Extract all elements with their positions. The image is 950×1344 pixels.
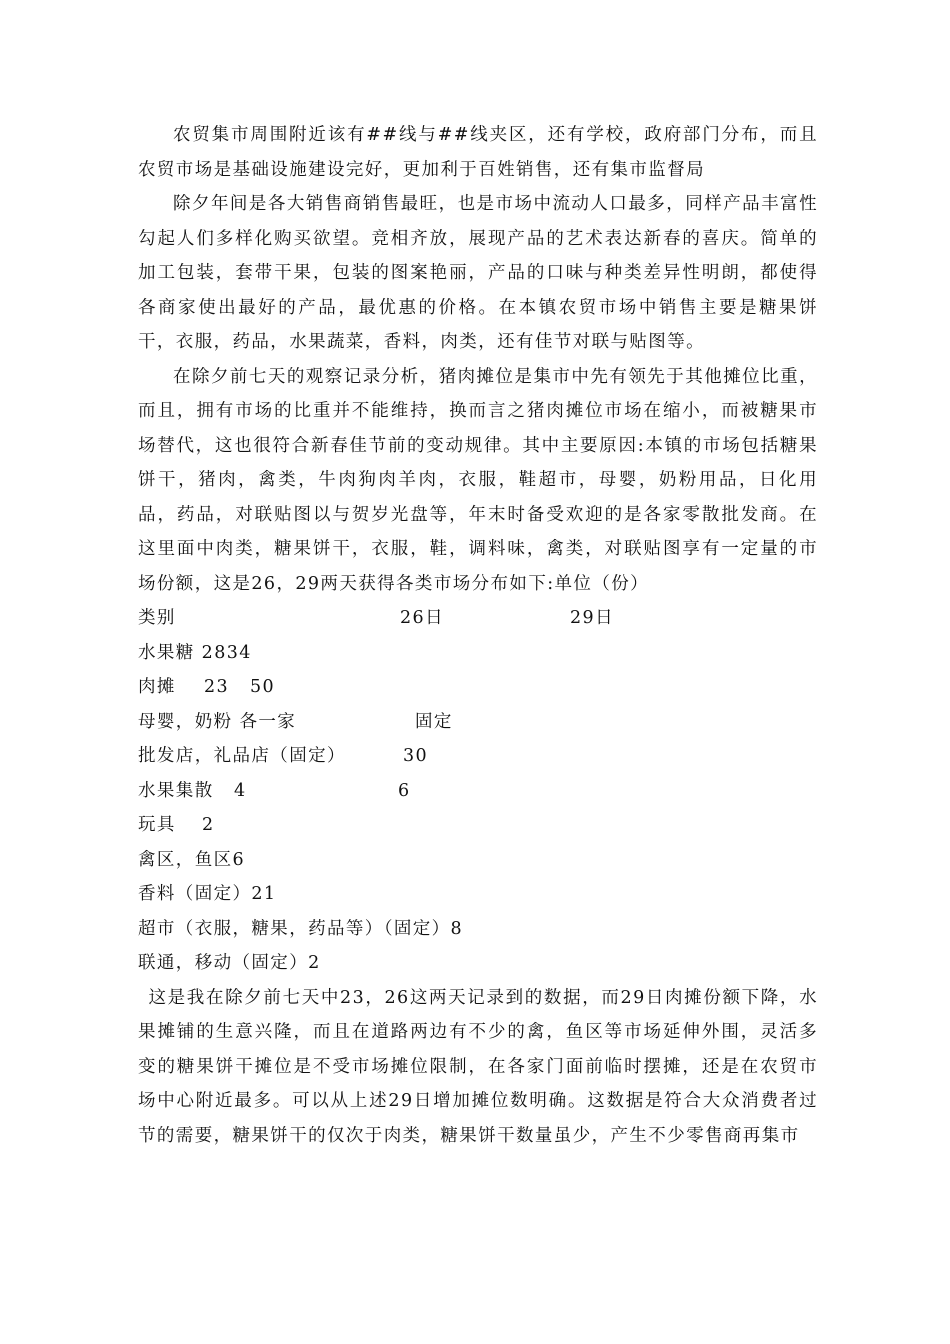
- table-row: [138, 877, 818, 912]
- table-row: [138, 946, 818, 981]
- table-row: [138, 670, 818, 705]
- row-label: 香料（固定）21: [138, 884, 277, 904]
- row-label: 水果集散: [138, 780, 214, 801]
- table-row: [138, 705, 818, 740]
- table-row: [138, 774, 818, 809]
- row-value-26: 4: [234, 780, 247, 801]
- row-value-29: 6: [398, 780, 411, 801]
- row-value-26: 2: [202, 815, 215, 835]
- row-value-26: 30: [403, 746, 429, 766]
- document-page: [138, 118, 818, 1153]
- header-day-29: 29日: [570, 608, 614, 628]
- row-label: 联通，移动（固定）2: [138, 953, 321, 973]
- table-row: [138, 843, 818, 878]
- header-day-26: 26日: [400, 608, 444, 628]
- paragraph-analysis: 这是我在除夕前七天中23，26这两天记录到的数据，而29日肉摊份额下降，水果摊铺的生意兴隆，而且在道路两边有不少的禽，鱼区等市场延伸外围，灵活多变的糖果饼干摊位是不受市场摊位限制，在各家门面前临时摆摊，还是在农贸市场中心附近最多。可以从上述29日增加摊位数明确。这数据是符合大众消费者过节的需要，糖果饼干的仅次于肉类，糖果饼干数量虽少，产生不少零售商再集市: [138, 987, 818, 1146]
- row-value-26: 23: [204, 677, 230, 697]
- paragraph-location: 农贸集市周围附近该有##线与##线夹区，还有学校，政府部门分布，而且农贸市场是基础设施建设完好，更加利于百姓销售，还有集市监督局: [138, 125, 818, 180]
- table-row: [138, 912, 818, 947]
- row-label: 禽区，鱼区6: [138, 849, 246, 870]
- market-distribution-table: [138, 601, 818, 981]
- row-label: 玩具: [138, 815, 176, 835]
- table-row: [138, 739, 818, 774]
- row-label: 水果糖 2834: [138, 642, 252, 663]
- table-row: [138, 808, 818, 843]
- row-label: 母婴，奶粉 各一家: [138, 711, 297, 732]
- table-row: [138, 636, 818, 671]
- table-header-row: [138, 601, 818, 636]
- row-label: 超市（衣服，糖果，药品等）（固定）8: [138, 918, 464, 939]
- row-value-29: 50: [250, 677, 276, 697]
- header-category: 类别: [138, 608, 176, 628]
- paragraph-new-year-sales: 除夕年间是各大销售商销售最旺，也是市场中流动人口最多，同样产品丰富性勾起人们多样化购买欲望。竞相齐放，展现产品的艺术表达新春的喜庆。简单的加工包装，套带干果，包装的图案艳丽，产品的口味与种类差异性明朗，都使得各商家使出最好的产品，最优惠的价格。在本镇农贸市场中销售主要是糖果饼干，衣服，药品，水果蔬菜，香料，肉类，还有佳节对联与贴图等。: [138, 194, 818, 352]
- row-label: 肉摊: [138, 677, 176, 697]
- row-label: 批发店，礼品店（固定）: [138, 746, 346, 766]
- paragraph-observation: 在除夕前七天的观察记录分析，猪肉摊位是集市中先有领先于其他摊位比重，而且，拥有市场的比重并不能维持，换而言之猪肉摊位市场在缩小，而被糖果市场替代，这也很符合新春佳节前的变动规律。其中主要原因:本镇的市场包括糖果饼干，猪肉，禽类，牛肉狗肉羊肉，衣服，鞋超市，母婴，奶粉用品，日化用品，药品，对联贴图以与贺岁光盘等，年末时备受欢迎的是各家零散批发商。在这里面中肉类，糖果饼干，衣服，鞋，调料味，禽类，对联贴图享有一定量的市场份额，这是26，29两天获得各类市场分布如下:单位（份）: [138, 366, 818, 594]
- row-value-26: 固定: [415, 711, 453, 732]
